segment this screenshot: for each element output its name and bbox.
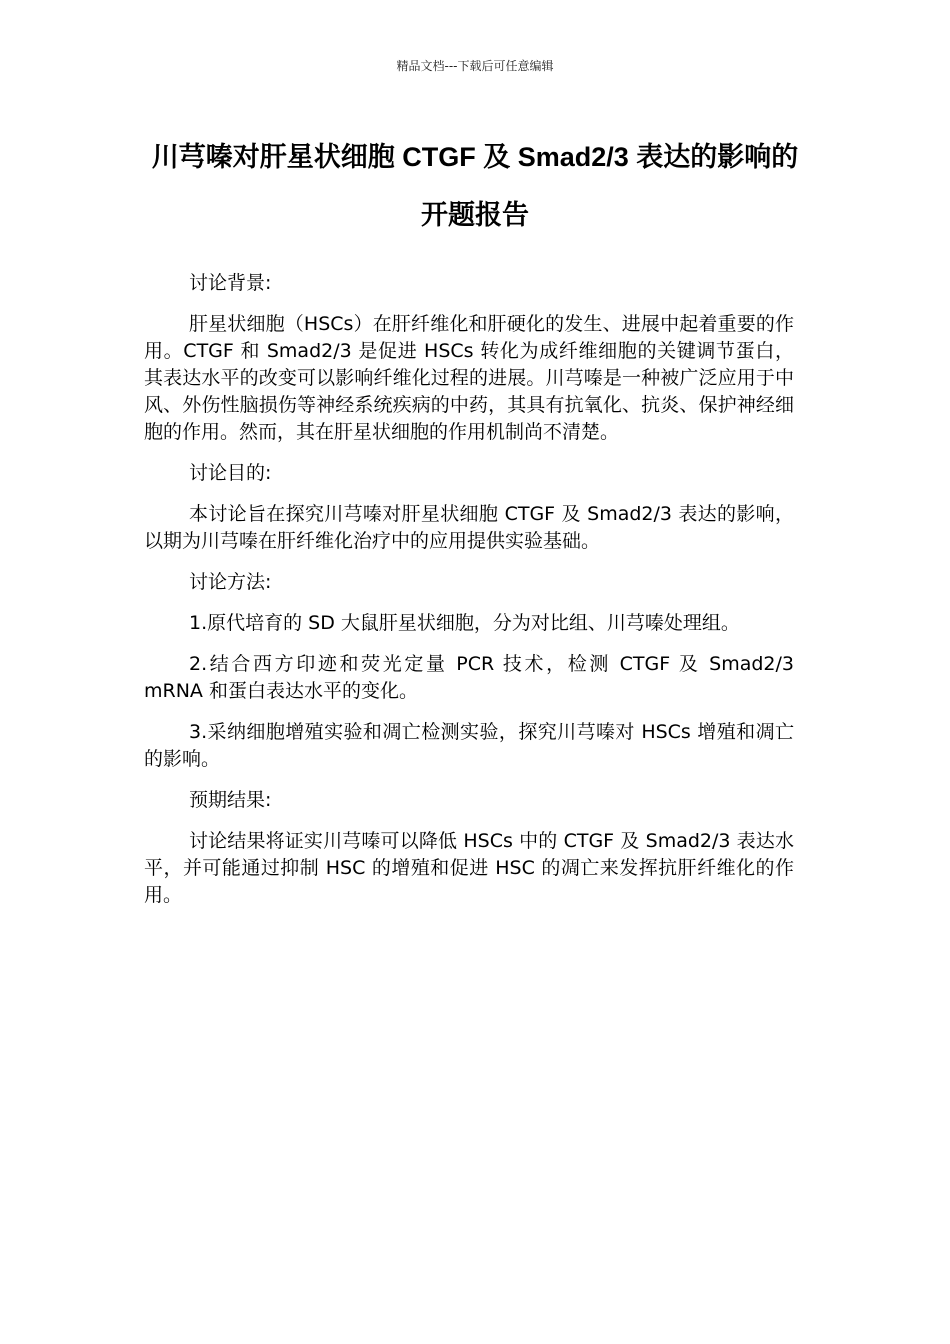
document-body (144, 270, 794, 923)
results-paragraph: 讨论结果将证实川芎嗪可以降低 HSCs 中的 CTGF 及 Smad2/3 表达水平，并可能通过抑制 HSC 的增殖和促进 HSC 的凋亡来发挥抗肝纤维化的作用。 (144, 830, 794, 906)
results-heading: 预期结果: (189, 789, 272, 811)
background-paragraph: 肝星状细胞（HSCs）在肝纤维化和肝硬化的发生、进展中起着重要的作用。CTGF 和 Smad2/3 是促进 HSCs 转化为成纤维细胞的关键调节蛋白，其表达水平的改变可以影响纤维化过程的进展。川芎嗪是一种被广泛应用于中风、外伤性脑损伤等神经系统疾病的中药，其具有抗氧化、抗炎、保护神经细胞的作用。然而，其在肝星状细胞的作用机制尚不清楚。 (144, 313, 794, 443)
method-item-1: 1.原代培育的 SD 大鼠肝星状细胞，分为对比组、川芎嗪处理组。 (189, 612, 740, 634)
document-title: 川芎嗪对肝星状细胞 CTGF 及 Smad2/3 表达的影响的开题报告 (151, 142, 799, 230)
purpose-heading: 讨论目的: (189, 462, 272, 484)
methods-heading: 讨论方法: (189, 571, 272, 593)
method-item-2: 2.结合西方印迹和荧光定量 PCR 技术，检测 CTGF 及 Smad2/3 mRNA 和蛋白表达水平的变化。 (144, 653, 794, 702)
purpose-paragraph: 本讨论旨在探究川芎嗪对肝星状细胞 CTGF 及 Smad2/3 表达的影响，以期为川芎嗪在肝纤维化治疗中的应用提供实验基础。 (144, 503, 794, 552)
method-item-3: 3.采纳细胞增殖实验和凋亡检测实验，探究川芎嗪对 HSCs 增殖和凋亡的影响。 (144, 721, 794, 770)
background-heading: 讨论背景: (189, 272, 272, 294)
header-note: 精品文档---下载后可任意编辑 (396, 59, 554, 73)
